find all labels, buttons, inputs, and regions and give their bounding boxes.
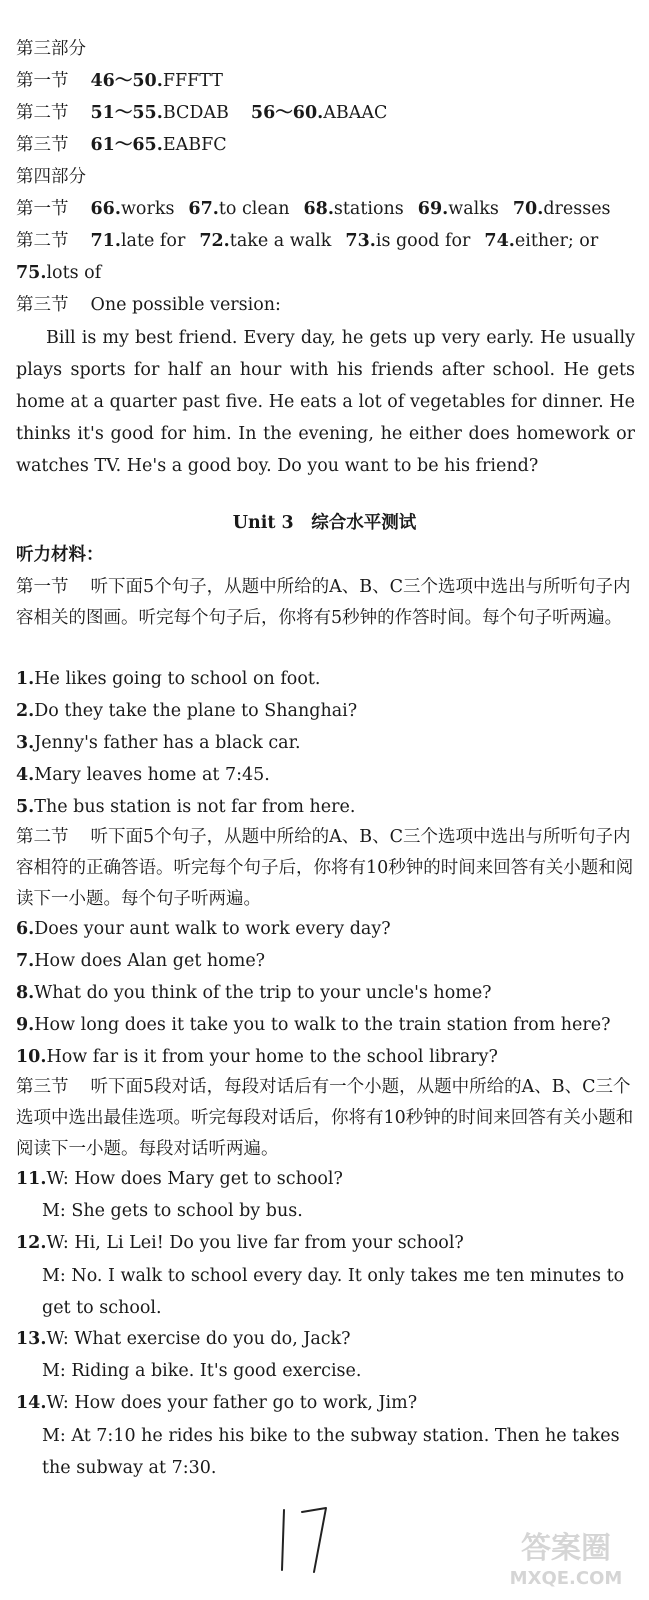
question-number: 75. bbox=[16, 263, 47, 283]
part4-section1 bbox=[16, 194, 635, 224]
item-text: Does your aunt walk to work every day? bbox=[34, 919, 391, 939]
dialog-woman: W: How does your father go to work, Jim? bbox=[46, 1393, 418, 1413]
answer-text: works bbox=[120, 199, 175, 219]
essay-intro: One possible version: bbox=[90, 295, 281, 315]
watermark-en: MXQE.COM bbox=[509, 1568, 623, 1589]
item-text: How far is it from your home to the school library? bbox=[46, 1047, 498, 1067]
watermark-logo bbox=[491, 1522, 641, 1592]
item-number: 10. bbox=[16, 1047, 47, 1067]
question-number: 70. bbox=[512, 199, 544, 219]
answer-text: ABAAC bbox=[323, 103, 388, 123]
answer-text: to clean bbox=[218, 199, 290, 219]
question-number: 74. bbox=[484, 231, 515, 251]
part3-section2 bbox=[16, 98, 635, 128]
page-number-handwritten bbox=[268, 1500, 348, 1580]
dialog-line bbox=[16, 1388, 635, 1418]
dialog-line bbox=[16, 1228, 635, 1258]
answer-text: lots of bbox=[46, 263, 102, 283]
item-text: He likes going to school on foot. bbox=[34, 669, 321, 689]
dialog-woman: W: What exercise do you do, Jack? bbox=[46, 1329, 351, 1349]
list-item bbox=[16, 946, 635, 976]
item-text: The bus station is not far from here. bbox=[34, 797, 356, 817]
part4-heading: 第四部分 bbox=[16, 167, 86, 187]
unit-title: Unit 3 综合水平测试 bbox=[232, 513, 417, 533]
item-text: Jenny's father has a black car. bbox=[34, 733, 301, 753]
section-label: 第二节 bbox=[16, 827, 69, 847]
item-text: What do you think of the trip to your uncle's home? bbox=[34, 983, 492, 1003]
part4-section2-cont bbox=[16, 258, 635, 288]
answer-text: FFFTT bbox=[162, 71, 223, 91]
essay-text: Bill is my best friend. Every day, he gets up very early. He usually plays sports for half an hour with his friends after school. He gets home at a quarter past five. He eats a lot of vegetables for dinner. He thinks it's good for him. In the evening, he either does homework or watches TV. He's a good boy. Do you want to be his friend? bbox=[16, 328, 635, 476]
list-item bbox=[16, 978, 635, 1008]
question-number: 68. bbox=[303, 199, 334, 219]
section-label: 第一节 bbox=[16, 199, 69, 219]
item-number: 2. bbox=[16, 701, 35, 721]
item-number: 1. bbox=[16, 669, 35, 689]
item-text: Mary leaves home at 7:45. bbox=[34, 765, 270, 785]
list-item bbox=[16, 728, 635, 758]
answer-text: walks bbox=[448, 199, 499, 219]
section-label: 第三节 bbox=[16, 1077, 69, 1097]
item-text: How long does it take you to walk to the train station from here? bbox=[34, 1015, 611, 1035]
part4-section3 bbox=[16, 290, 635, 320]
answer-text: is good for bbox=[375, 231, 471, 251]
part3-section1 bbox=[16, 66, 635, 96]
section-label: 第二节 bbox=[16, 231, 69, 251]
item-number: 9. bbox=[16, 1015, 35, 1035]
item-number: 12. bbox=[16, 1233, 47, 1253]
section-label: 第三节 bbox=[16, 295, 69, 315]
answer-text: BCDAB bbox=[162, 103, 229, 123]
item-number: 11. bbox=[16, 1169, 47, 1189]
watermark-cn: 答案圈 bbox=[521, 1531, 611, 1566]
sample-essay bbox=[16, 322, 635, 482]
question-number: 72. bbox=[199, 231, 230, 251]
dialog-line bbox=[16, 1164, 635, 1194]
section-label: 第二节 bbox=[16, 103, 69, 123]
item-number: 13. bbox=[16, 1329, 47, 1349]
sec2-instruction bbox=[16, 822, 635, 915]
answer-text: stations bbox=[333, 199, 404, 219]
dialog-line: M: No. I walk to school every day. It only takes me ten minutes to get to school. bbox=[42, 1266, 625, 1318]
question-number: 69. bbox=[417, 199, 449, 219]
answer-text: either; or bbox=[514, 231, 599, 251]
item-text: Do they take the plane to Shanghai? bbox=[34, 701, 358, 721]
list-item bbox=[16, 1042, 635, 1072]
question-number: 73. bbox=[345, 231, 376, 251]
answer-text: take a walk bbox=[229, 231, 332, 251]
item-number: 4. bbox=[16, 765, 35, 785]
list-item bbox=[16, 760, 635, 790]
sec3-instruction bbox=[16, 1072, 635, 1165]
part3-section3 bbox=[16, 130, 635, 160]
item-number: 6. bbox=[16, 919, 35, 939]
instruction-text: 听下面5个句子，从题中所给的A、B、C三个选项中选出与所听句子内容相符的正确答语。听完每个句子后，你将有10秒钟的时间来回答有关小题和阅读下一小题。每个句子听两遍。 bbox=[16, 827, 634, 909]
item-number: 3. bbox=[16, 733, 35, 753]
list-item bbox=[16, 696, 635, 726]
section-label: 第三节 bbox=[16, 135, 69, 155]
instruction-text: 听下面5段对话，每段对话后有一个小题，从题中所给的A、B、C三个选项中选出最佳选项。听完每段对话后，你将有10秒钟的时间来回答有关小题和阅读下一小题。每段对话听两遍。 bbox=[16, 1077, 634, 1159]
dialog-line: M: She gets to school by bus. bbox=[42, 1201, 303, 1221]
dialog-line: M: At 7:10 he rides his bike to the subway station. Then he takes the subway at 7:30. bbox=[42, 1426, 620, 1478]
question-range: 46～50. bbox=[90, 71, 163, 91]
item-number: 7. bbox=[16, 951, 35, 971]
list-item bbox=[16, 664, 635, 694]
part4-section2 bbox=[16, 226, 635, 256]
part3-heading: 第三部分 bbox=[16, 39, 86, 59]
dialog-line: M: Riding a bike. It's good exercise. bbox=[42, 1361, 362, 1381]
dialog-woman: W: How does Mary get to school? bbox=[46, 1169, 343, 1189]
section-label: 第一节 bbox=[16, 71, 69, 91]
sec1-instruction bbox=[16, 572, 635, 634]
list-item bbox=[16, 792, 635, 822]
item-number: 5. bbox=[16, 797, 35, 817]
dialog-woman: W: Hi, Li Lei! Do you live far from your school? bbox=[46, 1233, 464, 1253]
question-range: 61～65. bbox=[90, 135, 163, 155]
question-number: 71. bbox=[90, 231, 121, 251]
question-range: 51～55. bbox=[90, 103, 163, 123]
listening-label: 听力材料： bbox=[16, 545, 104, 565]
section-label: 第一节 bbox=[16, 577, 69, 597]
answer-text: late for bbox=[120, 231, 186, 251]
list-item bbox=[16, 914, 635, 944]
list-item bbox=[16, 1010, 635, 1040]
answer-text: dresses bbox=[543, 199, 611, 219]
instruction-text: 听下面5个句子，从题中所给的A、B、C三个选项中选出与所听句子内容相关的图画。听完每个句子后，你将有5秒钟的作答时间。每个句子听两遍。 bbox=[16, 577, 631, 628]
item-number: 8. bbox=[16, 983, 35, 1003]
question-number: 66. bbox=[90, 199, 121, 219]
question-range: 56～60. bbox=[250, 103, 324, 123]
item-text: How does Alan get home? bbox=[34, 951, 266, 971]
answer-text: EABFC bbox=[162, 135, 227, 155]
dialog-line bbox=[16, 1324, 635, 1354]
question-number: 67. bbox=[188, 199, 219, 219]
item-number: 14. bbox=[16, 1393, 47, 1413]
